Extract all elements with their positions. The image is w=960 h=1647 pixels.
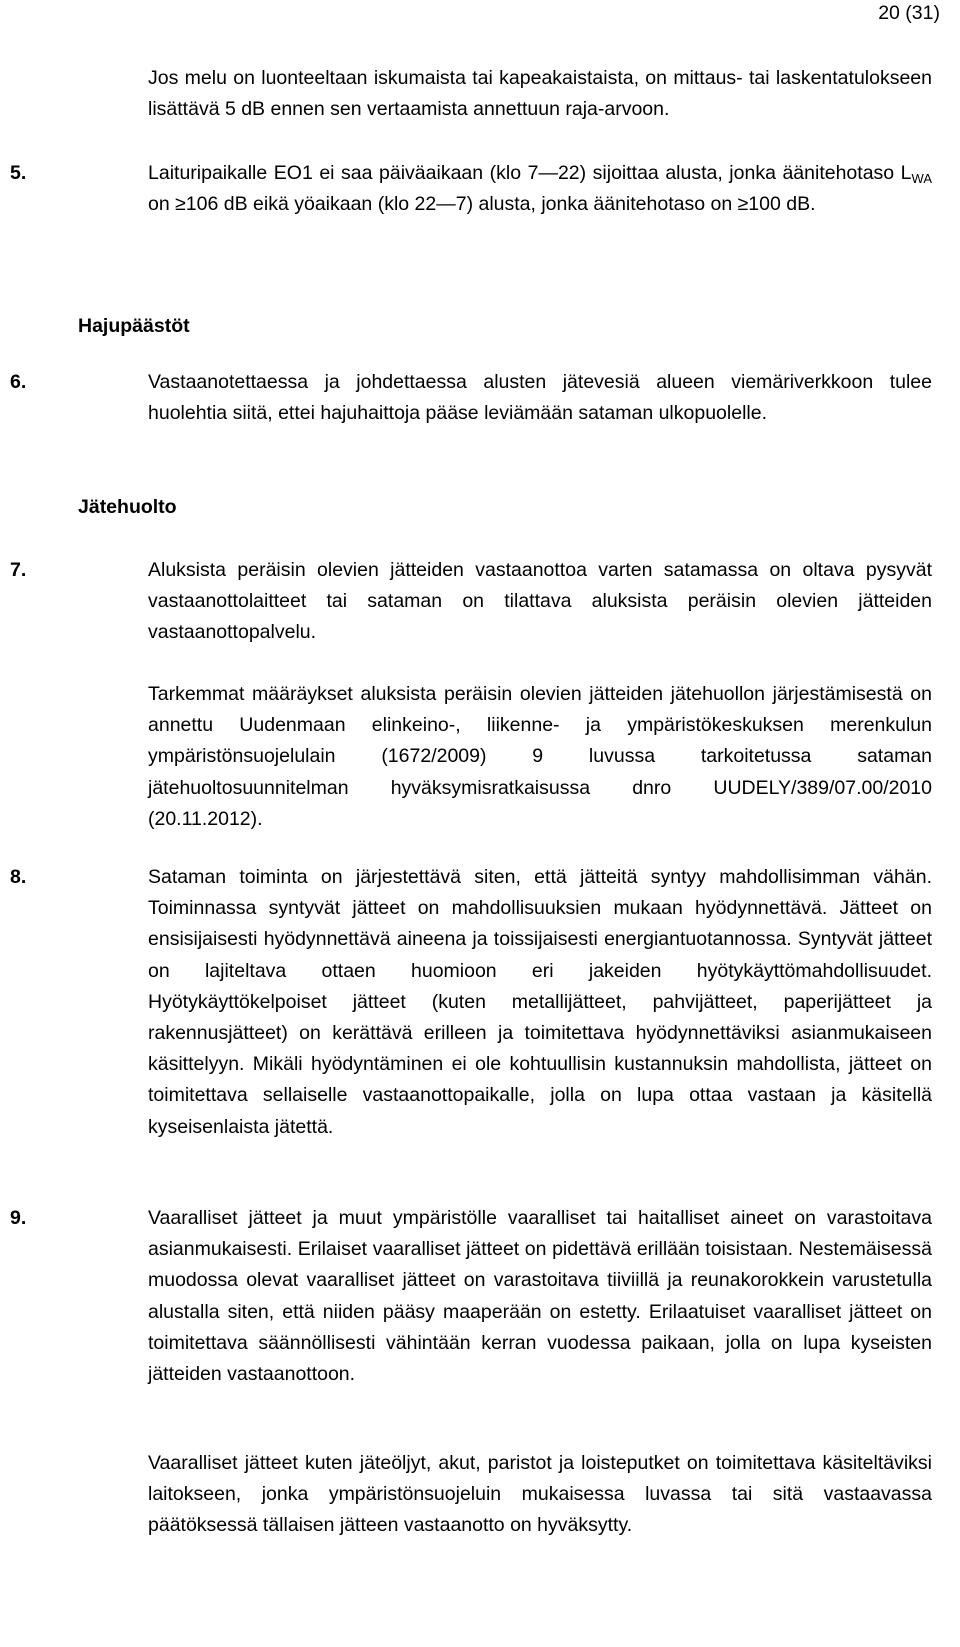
item-6-number: 6.	[10, 371, 27, 393]
item-9-number: 9.	[10, 1207, 27, 1229]
heading-odour-emissions: Hajupäästöt	[78, 315, 190, 337]
item-8-text: Sataman toiminta on järjestettävä siten, että jätteitä syntyy mahdollisimman vähän. Toiminnassa syntyvät jätteet on mahdollisuuksien mukaan hyödynnettävä. Jätteet on ensisijaisesti hyödynnettävä aineena ja toissijaisesti energiantuotannossa. Syntyvät jätteet on lajiteltava ottaen huomioon eri jakeiden hyötykäyttömahdollisuudet. Hyötykäyttökelpoiset jätteet (kuten metallijätteet, pahvijätteet, paperijätteet ja rakennusjätteet) on kerättävä erilleen ja toimitettava hyödynnettäviksi asianmukaiseen käsittelyyn. Mikäli hyödyntäminen ei ole kohtuullisin kustannuksin mahdollista, jätteet on toimitettava sellaiselle vastaanottopaikalle, jolla on lupa ottaa vastaan ja käsitellä kyseisenlaista jätettä.	[148, 866, 932, 1138]
heading-waste-management: Jätehuolto	[78, 496, 177, 518]
item-7-text: Aluksista peräisin olevien jätteiden vastaanottoa varten satamassa on oltava pysyvät vastaanottolaitteet tai sataman on tilattava aluksista peräisin olevien jätteiden vastaanottopalvelu.	[148, 559, 932, 644]
item-5-text-a: Laituripaikalle EO1 ei saa päiväaikaan (klo 7—22) sijoittaa alusta, jonka äänitehotaso L	[148, 162, 912, 184]
item-5-number: 5.	[10, 162, 27, 184]
item-5-text-b: on ≥106 dB eikä yöaikaan (klo 22—7) alusta, jonka äänitehotaso on ≥100 dB.	[148, 193, 816, 216]
item-7-number: 7.	[10, 559, 27, 581]
item-7-detail-paragraph: Tarkemmat määräykset aluksista peräisin olevien jätteiden jätehuollon järjestämisestä on annettu Uudenmaan elinkeino-, liikenne- ja ympäristökeskuksen merenkulun ympäristönsuojelulain (1672/2009) 9 luvussa tarkoitetussa sataman jätehuoltosuunnitelman hyväksymisratkaisussa dnro UUDELY/389/07.00/2010 (20.11.2012).	[148, 683, 932, 830]
item-5-subscript: WA	[911, 171, 932, 186]
item-9-detail-paragraph: Vaaralliset jätteet kuten jäteöljyt, akut, paristot ja loisteputket on toimitettava käsiteltäviksi laitokseen, jonka ympäristönsuojeluin mukaisessa luvassa tai sitä vastaavassa päätöksessä tällaisen jätteen vastaanotto on hyväksytty.	[148, 1452, 932, 1537]
item-6-text: Vastaanotettaessa ja johdettaessa alusten jätevesiä alueen viemäriverkkoon tulee huolehtia siitä, ettei hajuhaittoja pääse leviämään sataman ulkopuolelle.	[148, 371, 932, 425]
item-9-text: Vaaralliset jätteet ja muut ympäristölle vaaralliset tai haitalliset aineet on varastoitava asianmukaisesti. Erilaiset vaaralliset jätteet on pidettävä erillään toisistaan. Nestemäisessä muodossa olevat vaaralliset jätteet on varastoitava tiiviillä ja reunakorokkein varustetulla alustalla siten, että niiden pääsy maaperään on estetty. Erilaatuiset vaaralliset jätteet on toimitettava säännöllisesti vähintään kerran vuodessa paikaan, jolla on lupa kyseisten jätteiden vastaanottoon.	[148, 1207, 932, 1386]
page-number: 20 (31)	[878, 2, 940, 24]
intro-paragraph: Jos melu on luonteeltaan iskumaista tai kapeakaistaista, on mittaus- tai laskentatulokseen lisättävä 5 dB ennen sen vertaamista annettuun raja-arvoon.	[148, 67, 932, 121]
item-5-text	[148, 158, 932, 220]
item-8-number: 8.	[10, 866, 27, 888]
